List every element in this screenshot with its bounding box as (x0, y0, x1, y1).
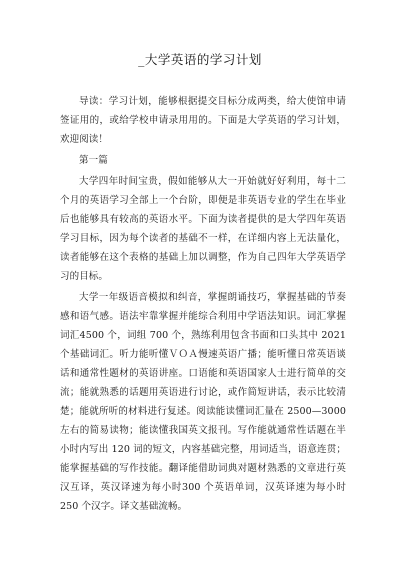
body-paragraph: 大学四年时间宝贵，假如能够从大一开始就好好利用，每十二个月的英语学习全部上一个台阶，即便是非英语专业的学生在毕业后也能够具有较高的英语水平。下面为读者提供的是大学四年英语学习目标，因为每个读者的基础不一样，在详细内容上无法量化，读者能够在这个表格的基础上加以调整，作为自己四年大学英语学习的目标。 (60, 176, 346, 282)
intro-paragraph: 导读：学习计划，能够根据提交目标分成两类，给大使馆申请签证用的，或给学校申请录用用的。下面是大学英语的学习计划，欢迎阅读！ (60, 96, 346, 145)
body-paragraph: 大学一年级语音模拟和纠音，掌握朗诵技巧，掌握基础的节奏感和语气感。语法牢靠掌握并能综合利用中学语法知识。词汇掌握词汇4500 个，词组 700 个，熟练利用包含书面和口头其中 2021 个基础词汇。听力能听懂ＶＯＡ慢速英语广播；能听懂日常英语谈话和通常性题材的英语讲座。口语能和英语国家人士进行简单的交流；能就熟悉的话题用英语进行讨论，或作简短讲话，表示比较清楚；能就所听的材料进行复述。阅读能读懂词汇量在 2500—3000 左右的简易读物；能读懂我国英文报刊。写作能就通常性话题在半小时内写出 120 词的短文，内容基础完整，用词适当，语意连贯；能掌握基础的写作技能。翻译能借助词典对题材熟悉的文章进行英汉互译，英汉译速为每小时300 个英语单词，汉英译速为每小时 250 个汉字。译文基础流畅。 (60, 292, 346, 512)
section-heading: 第一篇 (79, 155, 108, 166)
document-body (60, 92, 346, 523)
document-title: _大学英语的学习计划 (138, 52, 262, 67)
